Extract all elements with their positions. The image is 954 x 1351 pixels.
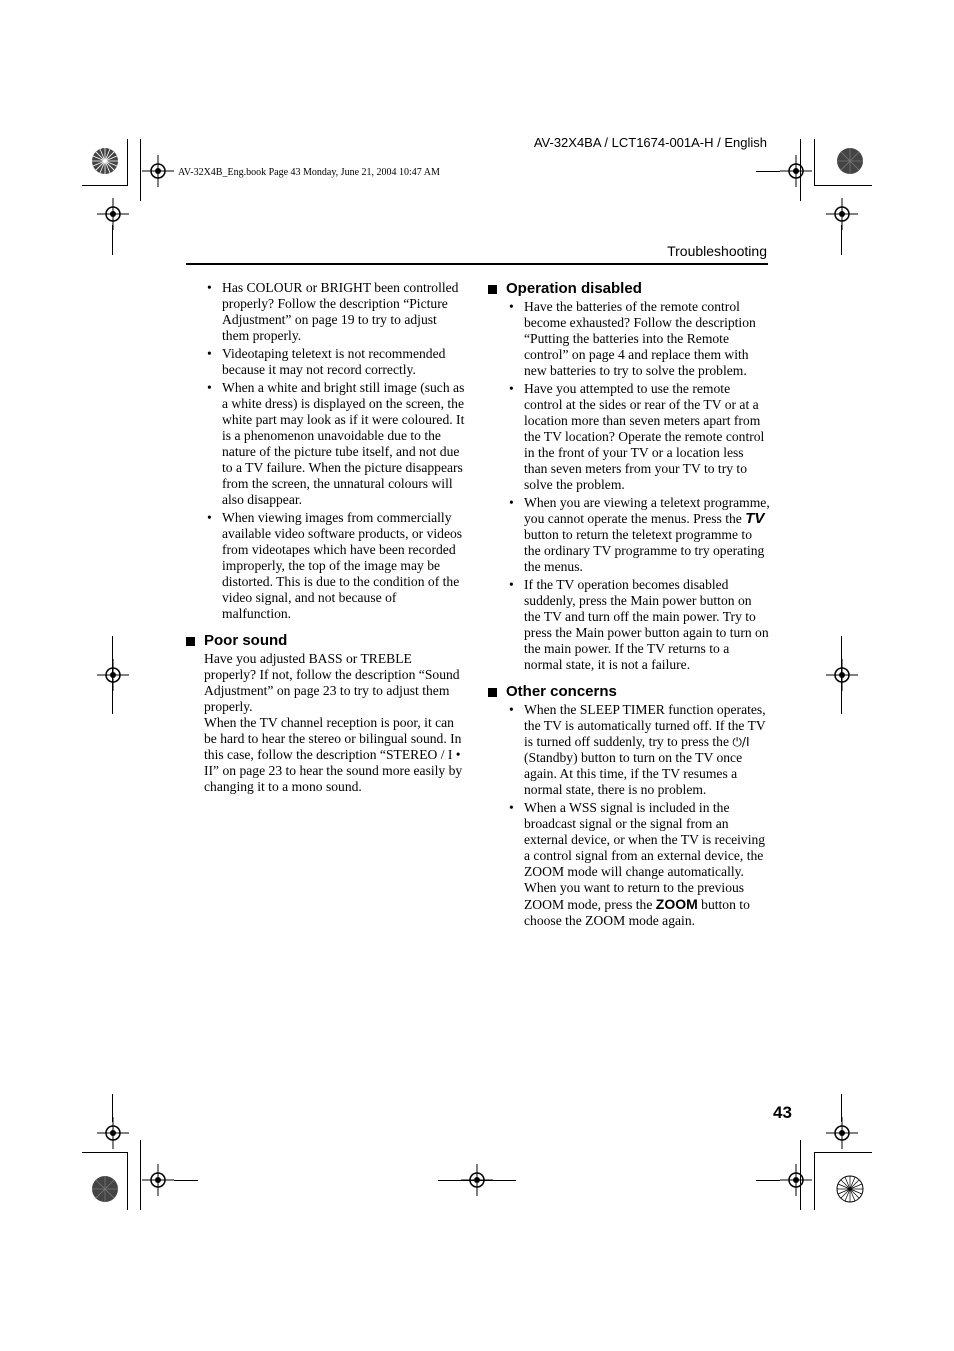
list-item xyxy=(488,495,770,575)
poor-sound-title: Poor sound xyxy=(204,632,288,649)
crop-mark xyxy=(112,636,113,714)
spacer xyxy=(488,675,770,683)
page-number: 43 xyxy=(773,1103,792,1122)
square-bullet-icon xyxy=(488,688,497,697)
operation-disabled-heading xyxy=(488,280,770,298)
crosshair-registration-icon xyxy=(826,659,858,691)
crosshair-registration-icon xyxy=(780,1164,812,1196)
other-concerns-list xyxy=(488,702,770,929)
header-rule xyxy=(186,263,768,265)
crop-mark xyxy=(814,185,872,186)
starburst-registration-icon xyxy=(90,146,120,176)
list-item: • Have you attempted to use the remote control at the sides or rear of the TV or at a location more than seven meters apart from the TV location? Operate the remote control in the front of your TV or a location less than seven meters from your TV to try to solve the problem. xyxy=(488,381,770,493)
standby-key-label: ⏻/I xyxy=(732,735,750,749)
text-run: When you are viewing a teletext programme, you cannot operate the menus. Press the xyxy=(524,495,770,526)
list-item: • If the TV operation becomes disabled suddenly, press the Main power button on the TV and turn off the main power. Try to press the Main power button again to turn on the main power. If the TV returns to a normal state, it is not a failure. xyxy=(488,577,770,673)
crop-mark xyxy=(756,171,780,172)
poor-sound-heading xyxy=(186,632,466,650)
crosshair-registration-icon xyxy=(142,1164,174,1196)
other-concerns-title: Other concerns xyxy=(506,683,617,700)
crop-mark xyxy=(814,1152,815,1210)
list-item: • When viewing images from commercially available video software products, or videos from videotapes which have been recorded improperly, the top of the image may be distorted. This is due to the condition of the video signal, and not because of malfunction. xyxy=(186,510,466,622)
crosshair-registration-icon xyxy=(97,659,129,691)
list-item xyxy=(488,800,770,929)
list-item: • When a white and bright still image (such as a white dress) is displayed on the screen, the white part may look as if it were coloured. It is a phenomenon unavoidable due to the nature of the picture tube itself, and not due to a TV failure. When the picture disappears from the screen, the unnatural colours will also disappear. xyxy=(186,380,466,508)
text-run: button to return the teletext programme to the ordinary TV programme to try operating the menus. xyxy=(524,527,765,574)
left-column xyxy=(186,280,466,795)
text-run: (Standby) button to turn on the TV once again. At this time, if the TV resumes a normal state, there is no problem. xyxy=(524,750,743,797)
crop-mark xyxy=(814,139,815,186)
crop-mark xyxy=(82,1152,128,1153)
crop-mark xyxy=(127,1152,128,1210)
crosshair-registration-icon xyxy=(780,155,812,187)
crop-mark xyxy=(174,1180,198,1181)
text-run: button to choose the ZOOM mode again. xyxy=(524,897,750,928)
crop-mark xyxy=(841,1094,842,1122)
text-run: When a WSS signal is included in the broadcast signal or the signal from an external device, or when the TV is receiving a control signal from an external device, the ZOOM mode will change automatically. When you want to return to the previous ZOOM mode, press the xyxy=(524,800,766,912)
spacer xyxy=(186,624,466,632)
starburst-registration-icon xyxy=(835,146,865,176)
crop-mark xyxy=(841,636,842,714)
tv-key-label: TV xyxy=(745,510,765,527)
list-item: • Have the batteries of the remote control become exhausted? Follow the description “Putting the batteries into the Remote control” on page 4 and replace them with new batteries to try to solve the problem. xyxy=(488,299,770,379)
crop-mark xyxy=(82,185,128,186)
crosshair-registration-icon xyxy=(826,198,858,230)
operation-disabled-title: Operation disabled xyxy=(506,280,642,297)
document-code: AV-32X4BA / LCT1674-001A-H / English xyxy=(533,135,767,150)
crop-mark xyxy=(841,225,842,255)
crop-mark xyxy=(112,1094,113,1122)
operation-disabled-list xyxy=(488,299,770,673)
right-column xyxy=(488,280,770,931)
book-info-line: AV-32X4B_Eng.book Page 43 Monday, June 21, 2004 10:47 AM xyxy=(178,167,440,178)
square-bullet-icon xyxy=(488,285,497,294)
section-title: Troubleshooting xyxy=(667,243,767,259)
left-bullet-list xyxy=(186,280,466,622)
list-item: • Videotaping teletext is not recommended because it may not record correctly. xyxy=(186,346,466,378)
starburst-registration-icon xyxy=(90,1174,120,1204)
poor-sound-paragraph-1: Have you adjusted BASS or TREBLE properly? If not, follow the description “Sound Adjustment” on page 23 to try to adjust them properly. xyxy=(204,651,460,714)
crop-mark xyxy=(438,1180,516,1181)
poor-sound-paragraph-2: When the TV channel reception is poor, it can be hard to hear the stereo or bilingual sound. In this case, follow the description “STEREO / I • II” on page 23 to hear the sound more easily by changing it to a mono sound. xyxy=(204,715,463,794)
crop-mark xyxy=(140,1140,141,1210)
crop-mark xyxy=(140,139,141,201)
crosshair-registration-icon xyxy=(826,1117,858,1149)
crop-mark xyxy=(112,225,113,255)
crosshair-registration-icon xyxy=(142,155,174,187)
crop-mark xyxy=(756,1180,780,1181)
crosshair-registration-icon xyxy=(97,198,129,230)
crop-mark xyxy=(814,1152,872,1153)
other-concerns-heading xyxy=(488,683,770,701)
starburst-registration-icon xyxy=(835,1174,865,1204)
crop-mark xyxy=(127,139,128,186)
list-item xyxy=(488,702,770,798)
crosshair-registration-icon xyxy=(97,1117,129,1149)
square-bullet-icon xyxy=(186,637,195,646)
list-item: • Has COLOUR or BRIGHT been controlled properly? Follow the description “Picture Adjustment” on page 19 to try to adjust them properly. xyxy=(186,280,466,344)
zoom-key-label: ZOOM xyxy=(655,896,698,912)
text-run: When the SLEEP TIMER function operates, the TV is automatically turned off. If the TV is turned off suddenly, try to press the xyxy=(524,702,766,749)
